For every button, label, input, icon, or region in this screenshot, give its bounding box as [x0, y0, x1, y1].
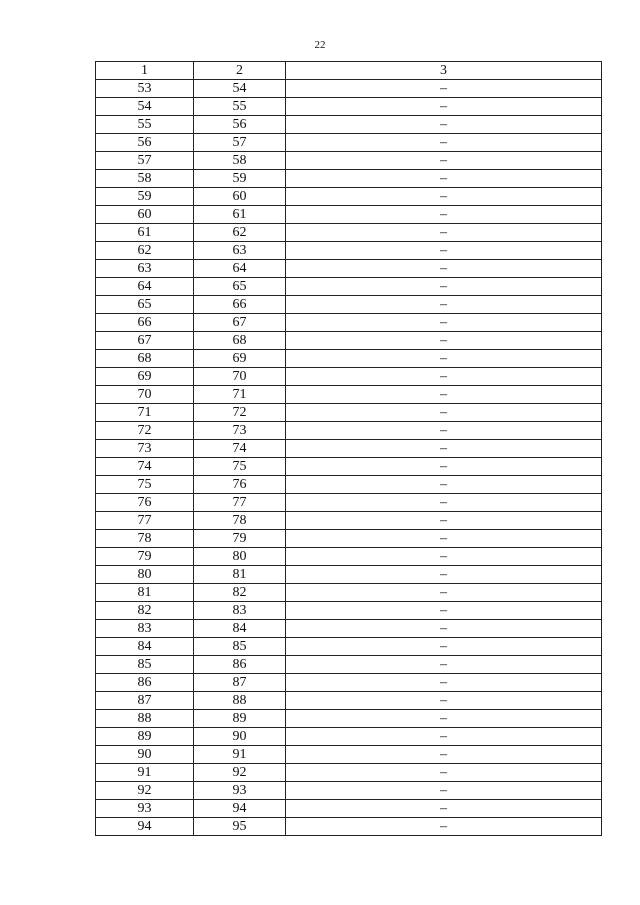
table-cell: 61	[96, 224, 194, 242]
table-cell: 58	[194, 152, 286, 170]
table-row	[96, 764, 602, 782]
table-cell: –	[286, 548, 602, 566]
table-row	[96, 602, 602, 620]
table-cell: –	[286, 800, 602, 818]
table-cell: –	[286, 620, 602, 638]
table-cell: 63	[194, 242, 286, 260]
table-header	[96, 62, 602, 80]
table-cell: 75	[96, 476, 194, 494]
table-cell: 70	[194, 368, 286, 386]
table-cell: 92	[194, 764, 286, 782]
table-cell: 93	[96, 800, 194, 818]
table-row	[96, 224, 602, 242]
table-cell: –	[286, 728, 602, 746]
table-cell: –	[286, 638, 602, 656]
table-row	[96, 476, 602, 494]
table-cell: 77	[96, 512, 194, 530]
table-row	[96, 818, 602, 836]
table-cell: –	[286, 566, 602, 584]
table-cell: 53	[96, 80, 194, 98]
table-cell: 68	[96, 350, 194, 368]
table-cell: –	[286, 152, 602, 170]
table-cell: 90	[194, 728, 286, 746]
header-row	[96, 62, 602, 80]
table-cell: 76	[194, 476, 286, 494]
table-cell: 85	[194, 638, 286, 656]
table-cell: –	[286, 710, 602, 728]
table-cell: 89	[96, 728, 194, 746]
table-row	[96, 404, 602, 422]
table-cell: –	[286, 602, 602, 620]
table-row	[96, 170, 602, 188]
table-cell: 94	[194, 800, 286, 818]
table-cell: –	[286, 98, 602, 116]
table-cell: –	[286, 476, 602, 494]
table-cell: –	[286, 134, 602, 152]
table-cell: 54	[96, 98, 194, 116]
table-cell: 60	[96, 206, 194, 224]
table-row	[96, 296, 602, 314]
table-row	[96, 674, 602, 692]
table-row	[96, 800, 602, 818]
table-cell: 76	[96, 494, 194, 512]
table-cell: 71	[96, 404, 194, 422]
table-row	[96, 458, 602, 476]
table-cell: 66	[194, 296, 286, 314]
table-cell: –	[286, 818, 602, 836]
table-row	[96, 80, 602, 98]
table-cell: 84	[194, 620, 286, 638]
table-cell: –	[286, 584, 602, 602]
table-cell: 74	[194, 440, 286, 458]
table-cell: 72	[96, 422, 194, 440]
table-cell: –	[286, 332, 602, 350]
table-cell: 84	[96, 638, 194, 656]
table-cell: –	[286, 404, 602, 422]
table-cell: –	[286, 296, 602, 314]
table-row	[96, 278, 602, 296]
table-cell: 78	[96, 530, 194, 548]
column-header: 1	[96, 62, 194, 80]
table-cell: –	[286, 350, 602, 368]
table-cell: –	[286, 386, 602, 404]
table-cell: –	[286, 422, 602, 440]
table-row	[96, 548, 602, 566]
table-cell: –	[286, 530, 602, 548]
table-cell: 58	[96, 170, 194, 188]
table-cell: 69	[194, 350, 286, 368]
table-cell: –	[286, 746, 602, 764]
table-cell: 73	[96, 440, 194, 458]
table-cell: –	[286, 260, 602, 278]
table-cell: –	[286, 314, 602, 332]
table-cell: –	[286, 458, 602, 476]
table-cell: 63	[96, 260, 194, 278]
table-cell: –	[286, 188, 602, 206]
table-cell: 91	[96, 764, 194, 782]
table-cell: 92	[96, 782, 194, 800]
table-cell: 89	[194, 710, 286, 728]
table-cell: 79	[194, 530, 286, 548]
table-cell: 56	[96, 134, 194, 152]
table-cell: 94	[96, 818, 194, 836]
table-row	[96, 332, 602, 350]
table-cell: 86	[96, 674, 194, 692]
table-cell: 78	[194, 512, 286, 530]
table-row	[96, 314, 602, 332]
table-cell: –	[286, 674, 602, 692]
table-cell: –	[286, 206, 602, 224]
table-row	[96, 656, 602, 674]
table-row	[96, 116, 602, 134]
table-cell: 91	[194, 746, 286, 764]
table-cell: 83	[194, 602, 286, 620]
table-row	[96, 530, 602, 548]
table-row	[96, 386, 602, 404]
table-cell: 66	[96, 314, 194, 332]
table-cell: 62	[194, 224, 286, 242]
table-cell: –	[286, 368, 602, 386]
table-cell: 90	[96, 746, 194, 764]
table-cell: 75	[194, 458, 286, 476]
table-row	[96, 440, 602, 458]
table-cell: 54	[194, 80, 286, 98]
table-row	[96, 152, 602, 170]
table-cell: 67	[194, 314, 286, 332]
table-cell: 71	[194, 386, 286, 404]
table-row	[96, 692, 602, 710]
table-cell: 57	[96, 152, 194, 170]
table-body	[96, 80, 602, 836]
table-cell: –	[286, 224, 602, 242]
table-cell: 67	[96, 332, 194, 350]
table-cell: 64	[96, 278, 194, 296]
table-cell: 86	[194, 656, 286, 674]
table-cell: 87	[96, 692, 194, 710]
table-cell: –	[286, 440, 602, 458]
table-cell: 55	[96, 116, 194, 134]
table-cell: –	[286, 656, 602, 674]
column-header: 3	[286, 62, 602, 80]
table-cell: –	[286, 692, 602, 710]
table-cell: 81	[96, 584, 194, 602]
table-cell: –	[286, 494, 602, 512]
table-row	[96, 782, 602, 800]
table-row	[96, 134, 602, 152]
table-row	[96, 494, 602, 512]
table-cell: 60	[194, 188, 286, 206]
table-cell: –	[286, 512, 602, 530]
table-cell: 80	[96, 566, 194, 584]
table-cell: 80	[194, 548, 286, 566]
table-cell: 69	[96, 368, 194, 386]
table-cell: 79	[96, 548, 194, 566]
table-cell: 88	[194, 692, 286, 710]
table-cell: 64	[194, 260, 286, 278]
table-cell: 87	[194, 674, 286, 692]
table-cell: 88	[96, 710, 194, 728]
table-row	[96, 638, 602, 656]
table-cell: 72	[194, 404, 286, 422]
table-cell: 65	[194, 278, 286, 296]
table-cell: 85	[96, 656, 194, 674]
table-cell: 55	[194, 98, 286, 116]
table-cell: 70	[96, 386, 194, 404]
table-cell: 59	[96, 188, 194, 206]
table-row	[96, 728, 602, 746]
table-cell: –	[286, 170, 602, 188]
table-cell: –	[286, 242, 602, 260]
table-cell: –	[286, 278, 602, 296]
table-row	[96, 584, 602, 602]
column-header: 2	[194, 62, 286, 80]
page-number: 22	[314, 39, 326, 51]
table-row	[96, 710, 602, 728]
table-row	[96, 98, 602, 116]
table-cell: 73	[194, 422, 286, 440]
table-cell: 65	[96, 296, 194, 314]
table-cell: 62	[96, 242, 194, 260]
table-cell: 95	[194, 818, 286, 836]
table-cell: 57	[194, 134, 286, 152]
table-cell: 74	[96, 458, 194, 476]
table-row	[96, 368, 602, 386]
table-cell: –	[286, 764, 602, 782]
table-row	[96, 566, 602, 584]
table-cell: –	[286, 80, 602, 98]
table-row	[96, 620, 602, 638]
table-cell: 56	[194, 116, 286, 134]
data-table	[95, 61, 602, 836]
table-row	[96, 746, 602, 764]
table-row	[96, 206, 602, 224]
table-row	[96, 422, 602, 440]
table-cell: 68	[194, 332, 286, 350]
table-row	[96, 512, 602, 530]
table-row	[96, 188, 602, 206]
table-cell: –	[286, 782, 602, 800]
table-cell: 93	[194, 782, 286, 800]
table-row	[96, 260, 602, 278]
table-row	[96, 242, 602, 260]
table-cell: 83	[96, 620, 194, 638]
table-cell: 81	[194, 566, 286, 584]
table-cell: 82	[96, 602, 194, 620]
table-cell: 77	[194, 494, 286, 512]
table-cell: 82	[194, 584, 286, 602]
table-cell: 61	[194, 206, 286, 224]
table-row	[96, 350, 602, 368]
table-cell: –	[286, 116, 602, 134]
table-cell: 59	[194, 170, 286, 188]
